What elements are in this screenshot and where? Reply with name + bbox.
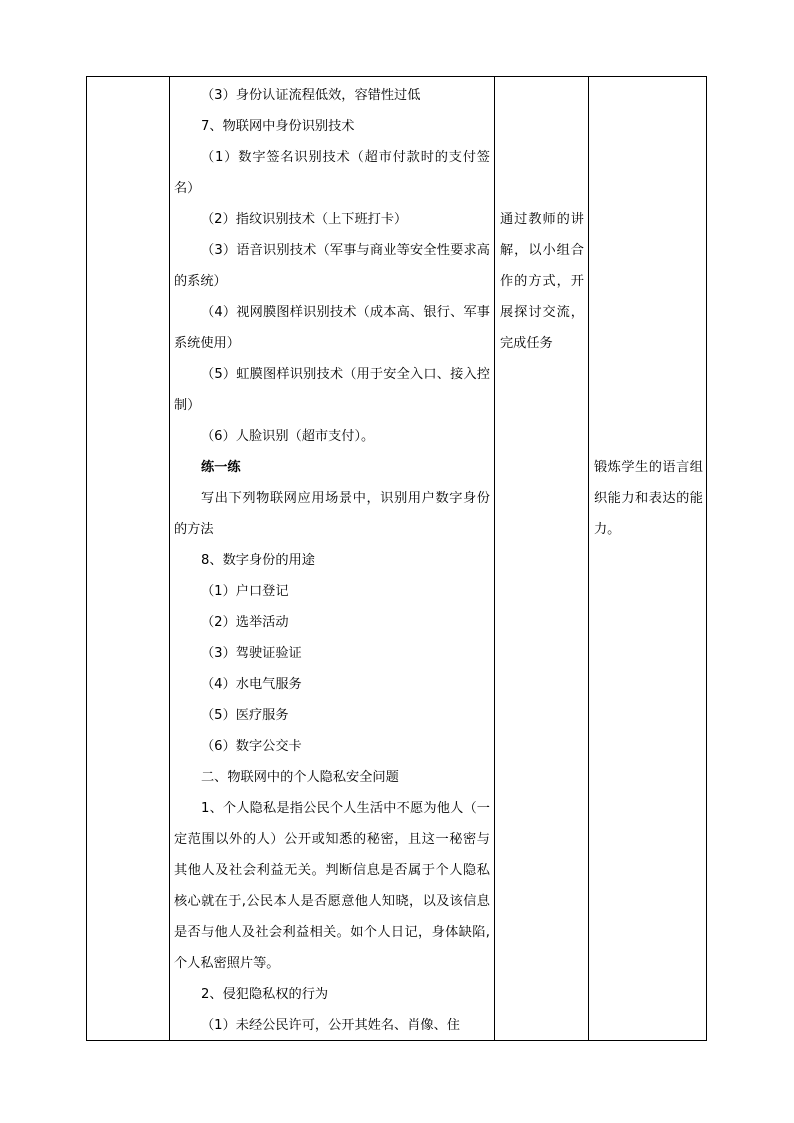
section-heading: 8、数字身份的用途 — [201, 553, 315, 568]
text-line: （1）数字签名识别技术（超市付款时的支付签名） — [174, 150, 490, 196]
text-line: （1）未经公民许可，公开其姓名、肖像、住 — [201, 1018, 460, 1033]
list-item: （1）户口登记 — [201, 584, 289, 599]
section-heading: 二、物联网中的个人隐私安全问题 — [201, 770, 399, 785]
goal-column — [589, 77, 707, 1040]
list-item: （3）驾驶证验证 — [201, 646, 302, 661]
goal-text: 锻炼学生的语言组织能力和表达的能力。 — [594, 460, 703, 537]
text-line: （4）视网膜图样识别技术（成本高、银行、军事系统使用） — [174, 305, 490, 351]
list-item: （2）选举活动 — [201, 615, 289, 630]
list-item: （4）水电气服务 — [201, 677, 302, 692]
list-item: （5）医疗服务 — [201, 708, 289, 723]
activity-column — [495, 77, 588, 1040]
text-line: （3）身份认证流程低效，容错性过低 — [201, 88, 421, 103]
exercise-heading: 练一练 — [201, 460, 241, 475]
blank-column — [87, 77, 169, 1040]
activity-text: 通过教师的讲解，以小组合作的方式，开展探讨交流，完成任务 — [500, 212, 584, 351]
text-line: （6）人脸识别（超市支付）。 — [201, 429, 375, 444]
list-item: （6）数字公交卡 — [201, 739, 302, 754]
text-line: （2）指纹识别技术（上下班打卡） — [201, 212, 408, 227]
text-paragraph: 1、个人隐私是指公民个人生活中不愿为他人（一定范围以外的人）公开或知悉的秘密，且这一秘密与其他人及社会利益无关。判断信息是否属于个人隐私核心就在于,公民本人是否愿意他人知晓，以及该信息是否与他人及社会利益相关。如个人日记，身体缺陷,个人私密照片等。 — [174, 801, 490, 971]
lesson-table — [86, 76, 707, 1041]
text-line: （3）语音识别技术（军事与商业等安全性要求高的系统） — [174, 243, 490, 289]
text-line: 写出下列物联网应用场景中，识别用户数字身份的方法 — [174, 491, 490, 537]
text-line: （5）虹膜图样识别技术（用于安全入口、接入控制） — [174, 367, 490, 413]
main-content-column — [169, 77, 494, 1040]
section-heading: 7、物联网中身份识别技术 — [201, 119, 355, 134]
section-heading: 2、侵犯隐私权的行为 — [201, 987, 329, 1002]
